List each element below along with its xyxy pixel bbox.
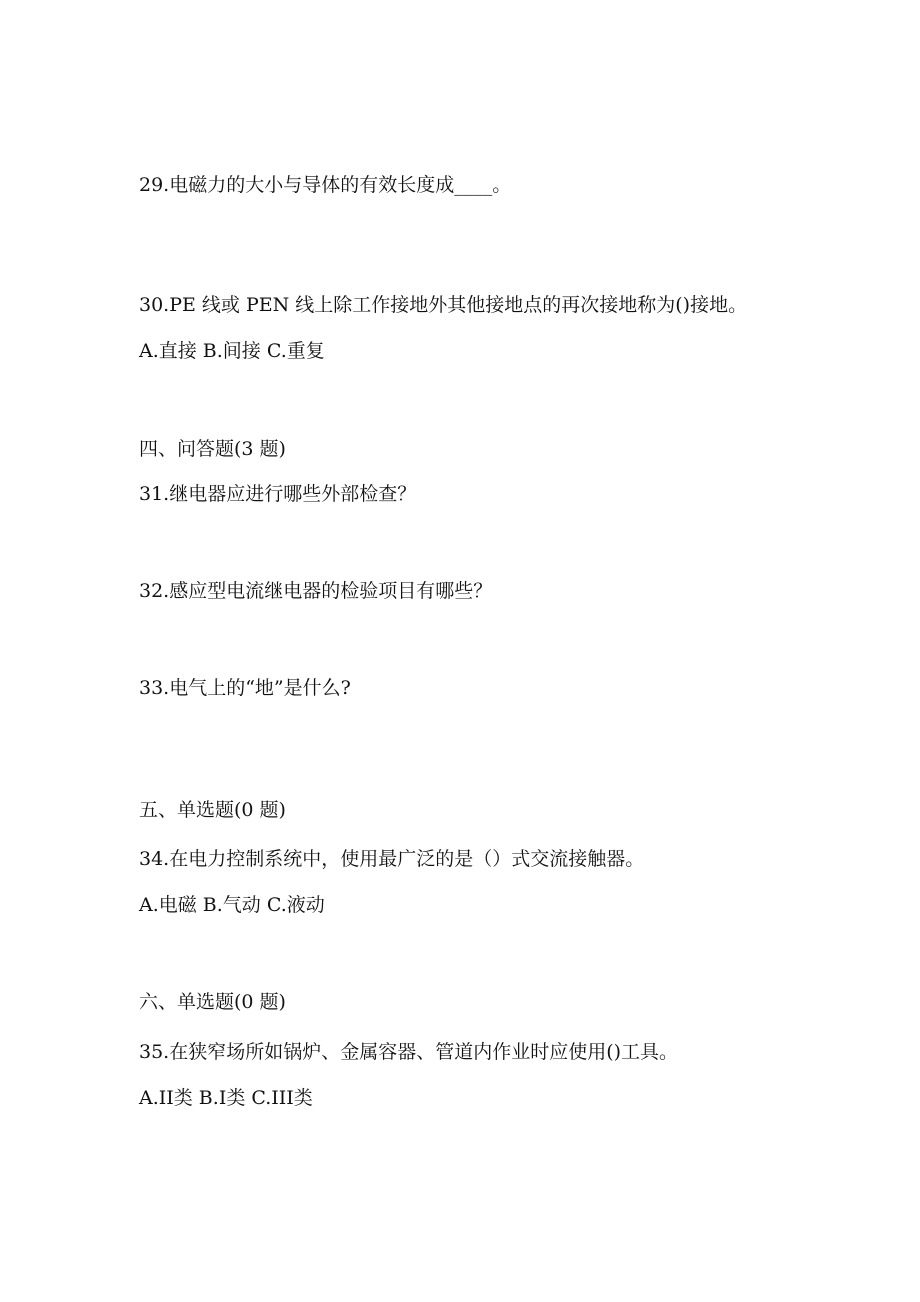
- question-32: 32.感应型电流继电器的检验项目有哪些？: [139, 580, 493, 602]
- question-33: 33.电气上的“地”是什么?: [139, 677, 351, 699]
- section-heading-5: 五、单选题(0 题): [139, 799, 286, 821]
- question-35: 35.在狭窄场所如锅炉、金属容器、管道内作业时应使用()工具。: [139, 1041, 679, 1063]
- question-34: 34.在电力控制系统中，使用最广泛的是（）式交流接触器。: [139, 848, 645, 870]
- question-30: 30.PE 线或 PEN 线上除工作接地外其他接地点的再次接地称为()接地。: [139, 294, 748, 316]
- question-31: 31.继电器应进行哪些外部检查？: [139, 483, 417, 505]
- question-34-options: A.电磁 B.气动 C.液动: [139, 894, 325, 916]
- question-35-options: A.II类 B.I类 C.III类: [139, 1087, 313, 1109]
- question-30-options: A.直接 B.间接 C.重复: [139, 340, 325, 362]
- question-29: 29.电磁力的大小与导体的有效长度成____。: [139, 174, 512, 196]
- section-heading-6: 六、单选题(0 题): [139, 991, 286, 1013]
- section-heading-4: 四、问答题(3 题): [139, 438, 286, 460]
